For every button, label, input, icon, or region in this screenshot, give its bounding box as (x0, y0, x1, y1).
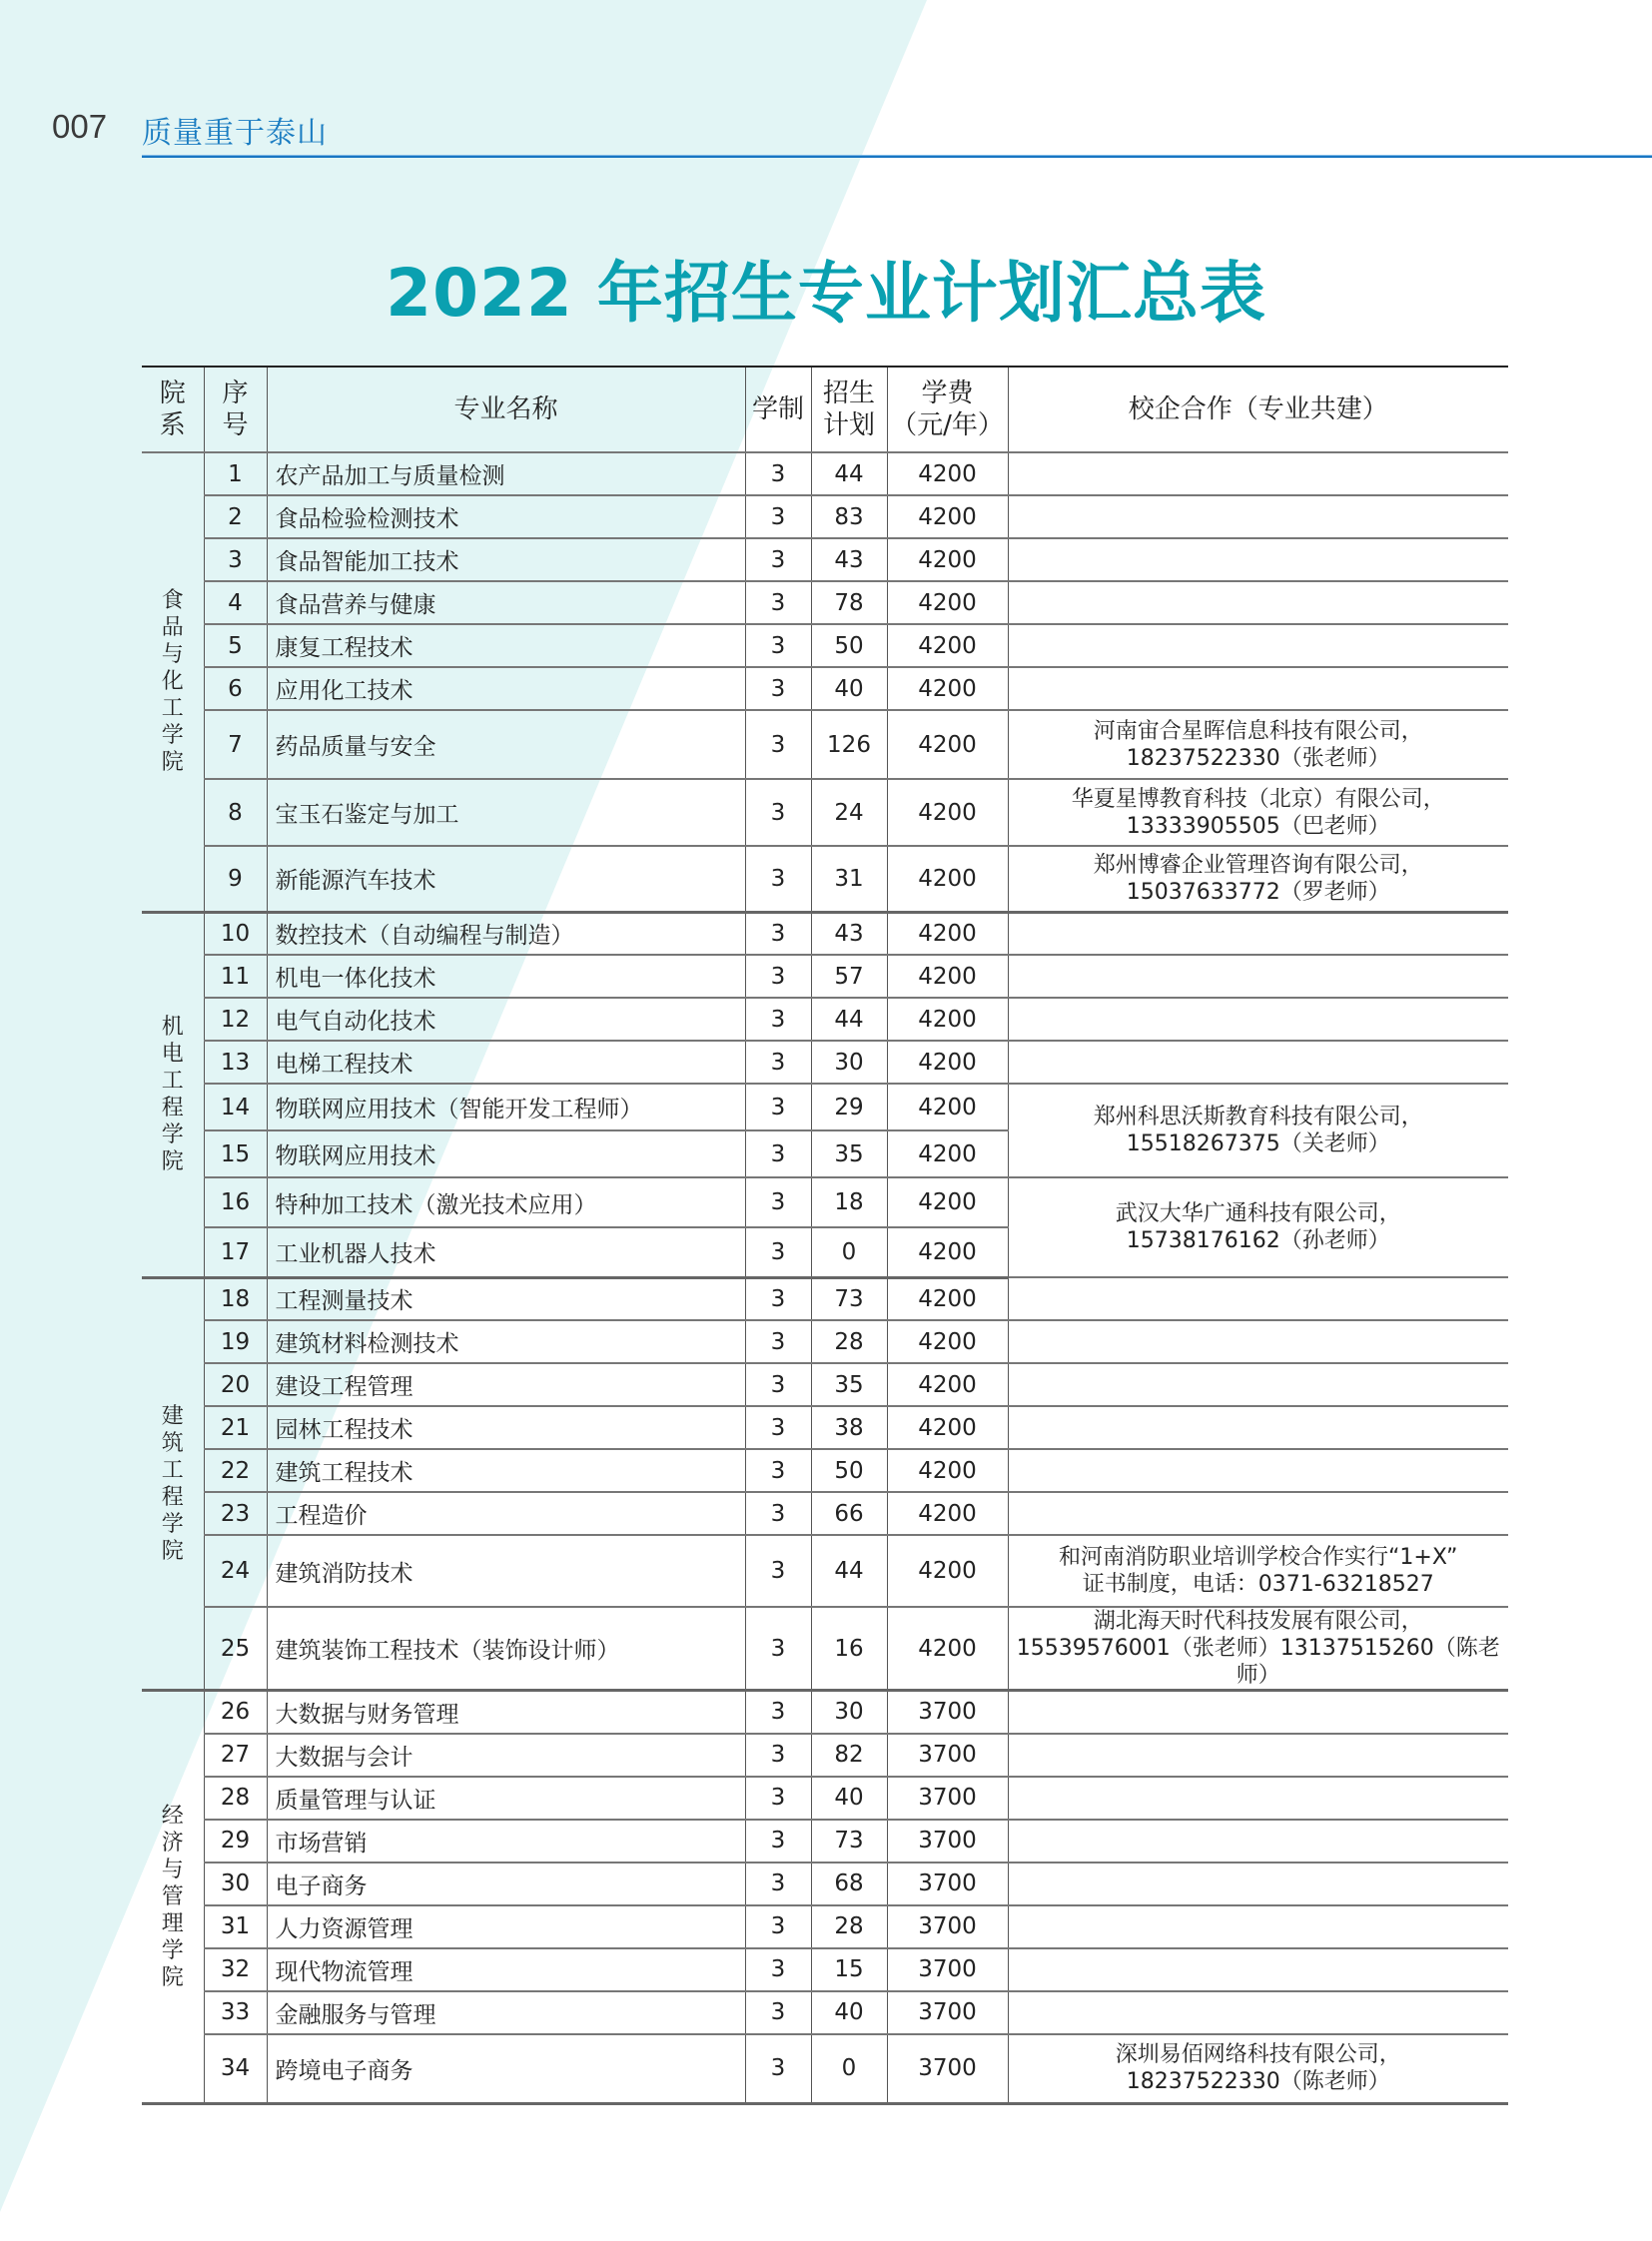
cooperation-line: 15738176162（孙老师） (1126, 1228, 1390, 1253)
table-row (142, 998, 1508, 1041)
duration-cell: 3 (745, 1363, 811, 1406)
tuition-cell: 4200 (887, 998, 1008, 1041)
enrollment-plan-cell: 44 (811, 452, 887, 495)
enrollment-plan-cell: 18 (811, 1177, 887, 1227)
serial-number-cell: 5 (204, 624, 267, 667)
major-name-cell: 农产品加工与质量检测 (267, 452, 745, 495)
enrollment-plan-cell: 66 (811, 1492, 887, 1535)
serial-number-cell: 30 (204, 1863, 267, 1905)
department-name: 机电工程学院 (161, 1015, 184, 1174)
tuition-cell: 4200 (887, 846, 1008, 912)
major-name-cell: 应用化工技术 (267, 667, 745, 710)
serial-number-cell: 9 (204, 846, 267, 912)
tuition-cell: 4200 (887, 624, 1008, 667)
table-row (142, 1363, 1508, 1406)
cooperation-line: 证书制度，电话：0371-63218527 (1082, 1572, 1434, 1597)
cooperation-cell (1008, 495, 1508, 538)
major-name-cell: 特种加工技术（激光技术应用） (267, 1177, 745, 1227)
duration-cell: 3 (745, 1277, 811, 1320)
table-row (142, 452, 1508, 495)
cooperation-cell (1008, 1320, 1508, 1363)
serial-number-cell: 25 (204, 1607, 267, 1691)
department-cell (142, 1277, 204, 1691)
header-rule (142, 155, 1652, 158)
tuition-cell: 3700 (887, 1777, 1008, 1820)
tuition-cell: 4200 (887, 1130, 1008, 1177)
major-name-cell: 物联网应用技术 (267, 1130, 745, 1177)
duration-cell: 3 (745, 1948, 811, 1991)
cooperation-cell (1008, 1363, 1508, 1406)
enrollment-plan-cell: 24 (811, 779, 887, 846)
major-name-cell: 康复工程技术 (267, 624, 745, 667)
duration-cell: 3 (745, 1449, 811, 1492)
major-name-cell: 机电一体化技术 (267, 955, 745, 998)
serial-number-cell: 23 (204, 1492, 267, 1535)
table-row (142, 1041, 1508, 1084)
column-header-coop (1008, 367, 1508, 452)
major-name-cell: 电梯工程技术 (267, 1041, 745, 1084)
cooperation-cell (1008, 1449, 1508, 1492)
tuition-cell: 4200 (887, 1535, 1008, 1607)
cooperation-line: 15037633772（罗老师） (1126, 879, 1390, 905)
tuition-cell: 3700 (887, 2034, 1008, 2104)
table-row (142, 1734, 1508, 1777)
major-name-cell: 建设工程管理 (267, 1363, 745, 1406)
major-name-cell: 食品智能加工技术 (267, 538, 745, 581)
cooperation-cell (1008, 1691, 1508, 1734)
major-name-cell: 电气自动化技术 (267, 998, 745, 1041)
serial-number-cell: 26 (204, 1691, 267, 1734)
tuition-cell: 4200 (887, 710, 1008, 779)
major-name-cell: 园林工程技术 (267, 1406, 745, 1449)
tuition-cell: 4200 (887, 1607, 1008, 1691)
cooperation-line: 15539576001（张老师）13137515260（陈老师） (1016, 1636, 1500, 1688)
cooperation-cell (1008, 452, 1508, 495)
tuition-cell: 3700 (887, 1991, 1008, 2034)
serial-number-cell: 16 (204, 1177, 267, 1227)
column-header-line: 序 (222, 378, 249, 408)
serial-number-cell: 31 (204, 1905, 267, 1948)
serial-number-cell: 33 (204, 1991, 267, 2034)
column-header-line: 校企合作（专业共建） (1128, 394, 1388, 424)
department-cell (142, 452, 204, 912)
serial-number-cell: 10 (204, 912, 267, 955)
table-row (142, 1948, 1508, 1991)
table-row (142, 1177, 1508, 1227)
cooperation-line: 郑州博睿企业管理咨询有限公司， (1093, 852, 1423, 878)
major-name-cell: 新能源汽车技术 (267, 846, 745, 912)
major-name-cell: 金融服务与管理 (267, 1991, 745, 2034)
duration-cell: 3 (745, 779, 811, 846)
serial-number-cell: 8 (204, 779, 267, 846)
enrollment-plan-cell: 0 (811, 1227, 887, 1277)
tuition-cell: 3700 (887, 1905, 1008, 1948)
enrollment-plan-cell: 50 (811, 1449, 887, 1492)
tuition-cell: 4200 (887, 452, 1008, 495)
major-name-cell: 建筑装饰工程技术（装饰设计师） (267, 1607, 745, 1691)
tuition-cell: 4200 (887, 1227, 1008, 1277)
table-row (142, 1492, 1508, 1535)
duration-cell: 3 (745, 495, 811, 538)
table-row (142, 538, 1508, 581)
major-name-cell: 工程造价 (267, 1492, 745, 1535)
tuition-cell: 4200 (887, 495, 1008, 538)
duration-cell: 3 (745, 1691, 811, 1734)
enrollment-plan-cell: 28 (811, 1320, 887, 1363)
enrollment-plan-cell: 16 (811, 1607, 887, 1691)
cooperation-cell (1008, 1948, 1508, 1991)
cooperation-line: 18237522330（陈老师） (1126, 2069, 1390, 2095)
tuition-cell: 3700 (887, 1863, 1008, 1905)
cooperation-cell (1008, 667, 1508, 710)
cooperation-cell (1008, 779, 1508, 846)
cooperation-line: 13333905505（巴老师） (1126, 813, 1390, 839)
cooperation-line: 河南宙合星晖信息科技有限公司， (1093, 718, 1423, 744)
serial-number-cell: 11 (204, 955, 267, 998)
tuition-cell: 4200 (887, 1363, 1008, 1406)
section-title: 质量重于泰山 (142, 116, 328, 151)
serial-number-cell: 13 (204, 1041, 267, 1084)
serial-number-cell: 6 (204, 667, 267, 710)
serial-number-cell: 18 (204, 1277, 267, 1320)
duration-cell: 3 (745, 1041, 811, 1084)
enrollment-plan-cell: 40 (811, 667, 887, 710)
duration-cell: 3 (745, 2034, 811, 2104)
cooperation-cell (1008, 1607, 1508, 1691)
duration-cell: 3 (745, 1777, 811, 1820)
duration-cell: 3 (745, 1320, 811, 1363)
cooperation-cell (1008, 1863, 1508, 1905)
column-header-dept (142, 367, 204, 452)
column-header-line: 计划 (822, 410, 875, 440)
enrollment-plan-cell: 83 (811, 495, 887, 538)
table-row (142, 1320, 1508, 1363)
major-name-cell: 大数据与财务管理 (267, 1691, 745, 1734)
duration-cell: 3 (745, 998, 811, 1041)
department-name: 经济与管理学院 (161, 1804, 184, 1990)
enrollment-plan-cell: 68 (811, 1863, 887, 1905)
major-name-cell: 建筑材料检测技术 (267, 1320, 745, 1363)
tuition-cell: 4200 (887, 1492, 1008, 1535)
major-name-cell: 现代物流管理 (267, 1948, 745, 1991)
enrollment-plan-cell: 43 (811, 912, 887, 955)
table-row (142, 1607, 1508, 1691)
enrollment-plan-cell: 126 (811, 710, 887, 779)
enrollment-plan-cell: 30 (811, 1041, 887, 1084)
tuition-cell: 4200 (887, 1449, 1008, 1492)
enrollment-plan-cell: 30 (811, 1691, 887, 1734)
enrollment-plan-cell: 43 (811, 538, 887, 581)
major-name-cell: 工业机器人技术 (267, 1227, 745, 1277)
enrollment-plan-cell: 0 (811, 2034, 887, 2104)
tuition-cell: 4200 (887, 779, 1008, 846)
duration-cell: 3 (745, 1820, 811, 1863)
cooperation-cell (1008, 1277, 1508, 1320)
cooperation-line: 华夏星博教育科技（北京）有限公司， (1071, 786, 1445, 812)
table-row (142, 1905, 1508, 1948)
serial-number-cell: 22 (204, 1449, 267, 1492)
cooperation-cell (1008, 998, 1508, 1041)
serial-number-cell: 28 (204, 1777, 267, 1820)
serial-number-cell: 21 (204, 1406, 267, 1449)
cooperation-line: 15518267375（关老师） (1126, 1131, 1390, 1156)
table-row (142, 912, 1508, 955)
cooperation-cell (1008, 2034, 1508, 2104)
duration-cell: 3 (745, 1734, 811, 1777)
column-header-line: 系 (159, 410, 186, 440)
enrollment-plan-cell: 73 (811, 1820, 887, 1863)
column-header-line: 学费 (921, 378, 974, 408)
major-name-cell: 建筑消防技术 (267, 1535, 745, 1607)
duration-cell: 3 (745, 955, 811, 998)
table-row (142, 581, 1508, 624)
duration-cell: 3 (745, 1084, 811, 1130)
duration-cell: 3 (745, 1991, 811, 2034)
table-row (142, 1277, 1508, 1320)
tuition-cell: 4200 (887, 1406, 1008, 1449)
cooperation-cell (1008, 1084, 1508, 1177)
duration-cell: 3 (745, 1130, 811, 1177)
enrollment-plan-cell: 78 (811, 581, 887, 624)
duration-cell: 3 (745, 452, 811, 495)
major-name-cell: 工程测量技术 (267, 1277, 745, 1320)
tuition-cell: 4200 (887, 912, 1008, 955)
cooperation-cell (1008, 1535, 1508, 1607)
major-name-cell: 数控技术（自动编程与制造） (267, 912, 745, 955)
column-header-years (745, 367, 811, 452)
serial-number-cell: 20 (204, 1363, 267, 1406)
table-header-row (142, 367, 1508, 452)
serial-number-cell: 34 (204, 2034, 267, 2104)
serial-number-cell: 12 (204, 998, 267, 1041)
major-name-cell: 大数据与会计 (267, 1734, 745, 1777)
major-name-cell: 食品检验检测技术 (267, 495, 745, 538)
duration-cell: 3 (745, 1492, 811, 1535)
column-header-line: 院 (159, 378, 186, 408)
tuition-cell: 4200 (887, 1277, 1008, 1320)
duration-cell: 3 (745, 1535, 811, 1607)
table-row (142, 1777, 1508, 1820)
tuition-cell: 4200 (887, 581, 1008, 624)
table-row (142, 1406, 1508, 1449)
enrollment-plan-cell: 29 (811, 1084, 887, 1130)
table-row (142, 1863, 1508, 1905)
table-row (142, 1691, 1508, 1734)
enrollment-plan-cell: 40 (811, 1777, 887, 1820)
duration-cell: 3 (745, 1406, 811, 1449)
table-row (142, 779, 1508, 846)
major-name-cell: 跨境电子商务 (267, 2034, 745, 2104)
major-name-cell: 建筑工程技术 (267, 1449, 745, 1492)
table-row (142, 1535, 1508, 1607)
serial-number-cell: 29 (204, 1820, 267, 1863)
cooperation-cell (1008, 1041, 1508, 1084)
enrollment-plan-cell: 38 (811, 1406, 887, 1449)
serial-number-cell: 15 (204, 1130, 267, 1177)
cooperation-cell (1008, 710, 1508, 779)
table-row (142, 495, 1508, 538)
tuition-cell: 4200 (887, 538, 1008, 581)
duration-cell: 3 (745, 912, 811, 955)
tuition-cell: 3700 (887, 1820, 1008, 1863)
serial-number-cell: 3 (204, 538, 267, 581)
major-name-cell: 宝玉石鉴定与加工 (267, 779, 745, 846)
cooperation-cell (1008, 955, 1508, 998)
cooperation-line: 武汉大华广通科技有限公司， (1115, 1201, 1401, 1226)
duration-cell: 3 (745, 846, 811, 912)
cooperation-cell (1008, 1820, 1508, 1863)
duration-cell: 3 (745, 667, 811, 710)
tuition-cell: 4200 (887, 1041, 1008, 1084)
cooperation-cell (1008, 1905, 1508, 1948)
column-header-line: 专业名称 (453, 394, 558, 424)
table-body (142, 452, 1508, 2104)
tuition-cell: 3700 (887, 1948, 1008, 1991)
cooperation-line: 深圳易佰网络科技有限公司， (1115, 2042, 1401, 2068)
column-header-fee (887, 367, 1008, 452)
serial-number-cell: 4 (204, 581, 267, 624)
tuition-cell: 4200 (887, 667, 1008, 710)
column-header-line: （元/年） (891, 410, 1004, 440)
serial-number-cell: 19 (204, 1320, 267, 1363)
column-header-plan (811, 367, 887, 452)
major-name-cell: 物联网应用技术（智能开发工程师） (267, 1084, 745, 1130)
enrollment-plan-cell: 73 (811, 1277, 887, 1320)
department-name: 建筑工程学院 (161, 1403, 184, 1564)
enrollment-plan-cell: 44 (811, 998, 887, 1041)
department-name: 食品与化工学院 (161, 588, 184, 776)
cooperation-line: 郑州科思沃斯教育科技有限公司， (1093, 1105, 1423, 1129)
serial-number-cell: 14 (204, 1084, 267, 1130)
serial-number-cell: 1 (204, 452, 267, 495)
major-name-cell: 药品质量与安全 (267, 710, 745, 779)
cooperation-cell (1008, 1734, 1508, 1777)
major-name-cell: 电子商务 (267, 1863, 745, 1905)
tuition-cell: 4200 (887, 1177, 1008, 1227)
table-row (142, 624, 1508, 667)
tuition-cell: 3700 (887, 1734, 1008, 1777)
tuition-cell: 3700 (887, 1691, 1008, 1734)
column-header-no (204, 367, 267, 452)
major-name-cell: 食品营养与健康 (267, 581, 745, 624)
table-row (142, 667, 1508, 710)
tuition-cell: 4200 (887, 955, 1008, 998)
cooperation-line: 湖北海天时代科技发展有限公司， (1093, 1609, 1423, 1634)
column-header-line: 招生 (822, 378, 875, 408)
serial-number-cell: 32 (204, 1948, 267, 1991)
table-row (142, 1991, 1508, 2034)
serial-number-cell: 7 (204, 710, 267, 779)
enrollment-plan-cell: 15 (811, 1948, 887, 1991)
serial-number-cell: 2 (204, 495, 267, 538)
tuition-cell: 4200 (887, 1084, 1008, 1130)
enrollment-plan-cell: 31 (811, 846, 887, 912)
enrollment-plan-cell: 35 (811, 1363, 887, 1406)
column-header-line: 号 (222, 410, 249, 440)
cooperation-cell (1008, 912, 1508, 955)
cooperation-cell (1008, 1406, 1508, 1449)
enrollment-plan-cell: 57 (811, 955, 887, 998)
major-name-cell: 人力资源管理 (267, 1905, 745, 1948)
enrollment-plan-cell: 40 (811, 1991, 887, 2034)
page-number: 007 (52, 108, 108, 145)
cooperation-cell (1008, 1991, 1508, 2034)
enrollment-plan-cell: 50 (811, 624, 887, 667)
duration-cell: 3 (745, 1905, 811, 1948)
page-title: 2022 年招生专业计划汇总表 (386, 255, 1266, 332)
enrollment-plan-cell: 82 (811, 1734, 887, 1777)
duration-cell: 3 (745, 1607, 811, 1691)
table-row (142, 1820, 1508, 1863)
cooperation-cell (1008, 1177, 1508, 1277)
duration-cell: 3 (745, 1227, 811, 1277)
table-row (142, 846, 1508, 912)
table-row (142, 710, 1508, 779)
enrollment-plan-cell: 35 (811, 1130, 887, 1177)
serial-number-cell: 27 (204, 1734, 267, 1777)
cooperation-cell (1008, 846, 1508, 912)
serial-number-cell: 24 (204, 1535, 267, 1607)
column-header-name (267, 367, 745, 452)
cooperation-cell (1008, 1492, 1508, 1535)
enrollment-plan-cell: 28 (811, 1905, 887, 1948)
serial-number-cell: 17 (204, 1227, 267, 1277)
cooperation-line: 和河南消防职业培训学校合作实行“1+X” (1059, 1545, 1458, 1570)
duration-cell: 3 (745, 1863, 811, 1905)
column-header-line: 学制 (751, 394, 804, 424)
duration-cell: 3 (745, 1177, 811, 1227)
department-cell (142, 1691, 204, 2104)
table-row (142, 1084, 1508, 1130)
cooperation-cell (1008, 1777, 1508, 1820)
cooperation-cell (1008, 624, 1508, 667)
table-row (142, 1449, 1508, 1492)
duration-cell: 3 (745, 710, 811, 779)
tuition-cell: 4200 (887, 1320, 1008, 1363)
cooperation-cell (1008, 581, 1508, 624)
duration-cell: 3 (745, 538, 811, 581)
department-cell (142, 912, 204, 1277)
cooperation-cell (1008, 538, 1508, 581)
enrollment-plan-cell: 44 (811, 1535, 887, 1607)
enrollment-plan-table (142, 366, 1508, 2105)
duration-cell: 3 (745, 624, 811, 667)
duration-cell: 3 (745, 581, 811, 624)
major-name-cell: 质量管理与认证 (267, 1777, 745, 1820)
cooperation-line: 18237522330（张老师） (1126, 745, 1390, 771)
table-row (142, 955, 1508, 998)
major-name-cell: 市场营销 (267, 1820, 745, 1863)
table-row (142, 2034, 1508, 2104)
